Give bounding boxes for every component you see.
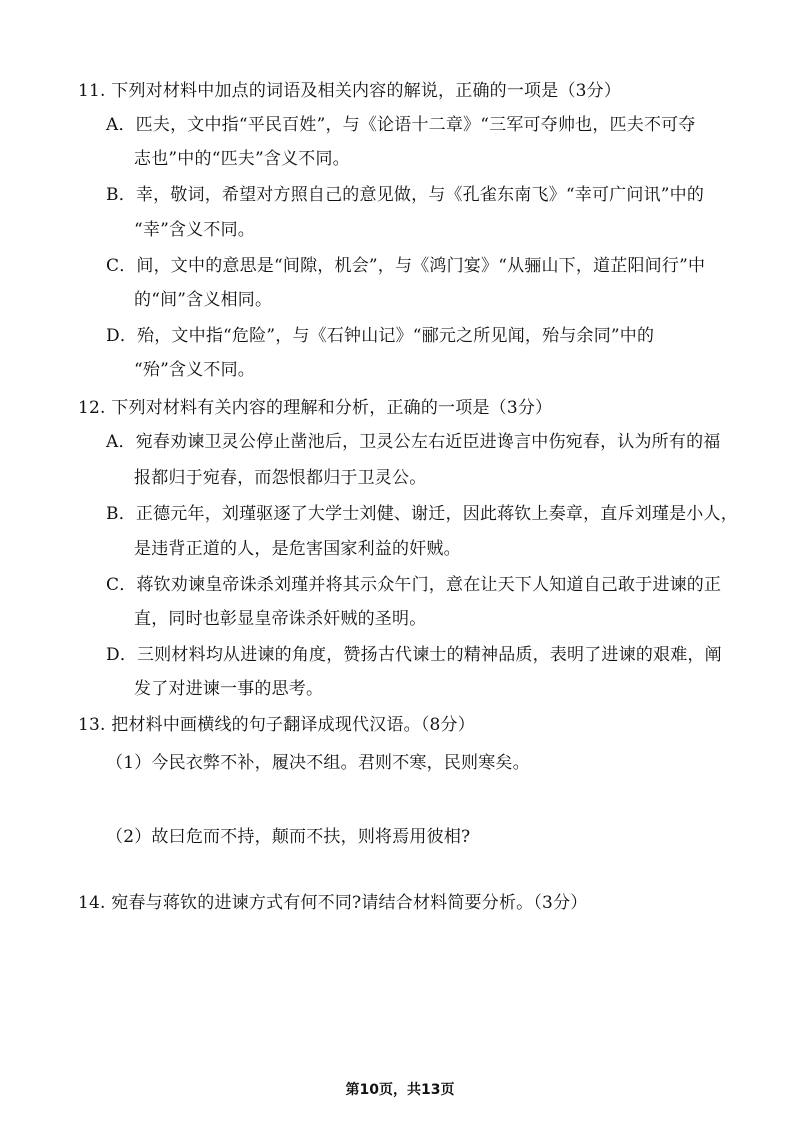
- question-11-option-c-line1: C．间，文中的意思是“间隙，机会”，与《鸿门宴》“从骊山下，道芷阳间行”中: [106, 256, 706, 276]
- page-number: 第10页，共13页: [345, 1082, 455, 1098]
- question-12-option-d-line1: D．三则材料均从进谏的角度，赞扬古代谏士的精神品质，表明了进谏的艰难，阐: [106, 645, 722, 665]
- question-12-option-b-line1: B．正德元年，刘瑾驱逐了大学士刘健、谢迁，因此蒋钦上奏章，直斥刘瑾是小人，: [106, 504, 738, 524]
- question-12-option-b-line2: 是违背正道的人，是危害国家利益的奸贼。: [134, 539, 461, 559]
- question-12-option-a-line2: 报都归于宛春，而怨恨都归于卫灵公。: [134, 468, 427, 488]
- question-11-option-d-line1: D．殆，文中指“危险”，与《石钟山记》“郦元之所见闻，殆与余同”中的: [106, 326, 655, 346]
- question-11-option-a-line1: A．匹夫，文中指“平民百姓”，与《论语十二章》“三军可夺帅也，匹夫不可夺: [106, 115, 696, 135]
- question-12-option-c-line1: C．蒋钦劝谏皇帝诛杀刘瑾并将其示众午门，意在让天下人知道自己敢于进谏的正: [106, 575, 722, 595]
- question-11-option-a-line2: 志也”中的“匹夫”含义不同。: [134, 149, 350, 169]
- question-13-sentence-2: （2）故曰危而不持，颠而不扶，则将焉用彼相?: [106, 827, 471, 847]
- question-13-sentence-1: （1）今民衣弊不补，履决不组。君则不寒，民则寒矣。: [106, 753, 530, 773]
- question-11-option-c-line2: 的“间”含义相同。: [134, 290, 273, 310]
- question-12-option-d-line2: 发了对进谏一事的思考。: [134, 679, 324, 699]
- question-12-stem: 12. 下列对材料有关内容的理解和分析，正确的一项是（3分）: [78, 398, 553, 418]
- question-11-option-b-line1: B．幸，敬词，希望对方照自己的意见做，与《孔雀东南飞》“幸可广问讯”中的: [106, 185, 705, 205]
- question-11-option-b-line2: “幸”含义不同。: [134, 220, 255, 240]
- question-11-option-d-line2: “殆”含义不同。: [134, 360, 255, 380]
- question-14-stem: 14. 宛春与蒋钦的进谏方式有何不同?请结合材料简要分析。（3分）: [78, 893, 588, 913]
- question-12-option-c-line2: 直，同时也彰显皇帝诛杀奸贼的圣明。: [134, 609, 427, 629]
- question-12-option-a-line1: A．宛春劝谏卫灵公停止凿池后，卫灵公左右近臣进谗言中伤宛春，认为所有的福: [106, 432, 721, 452]
- question-11-stem: 11. 下列对材料中加点的词语及相关内容的解说，正确的一项是（3分）: [78, 81, 622, 101]
- question-13-stem: 13. 把材料中画横线的句子翻译成现代汉语。（8分）: [78, 715, 475, 735]
